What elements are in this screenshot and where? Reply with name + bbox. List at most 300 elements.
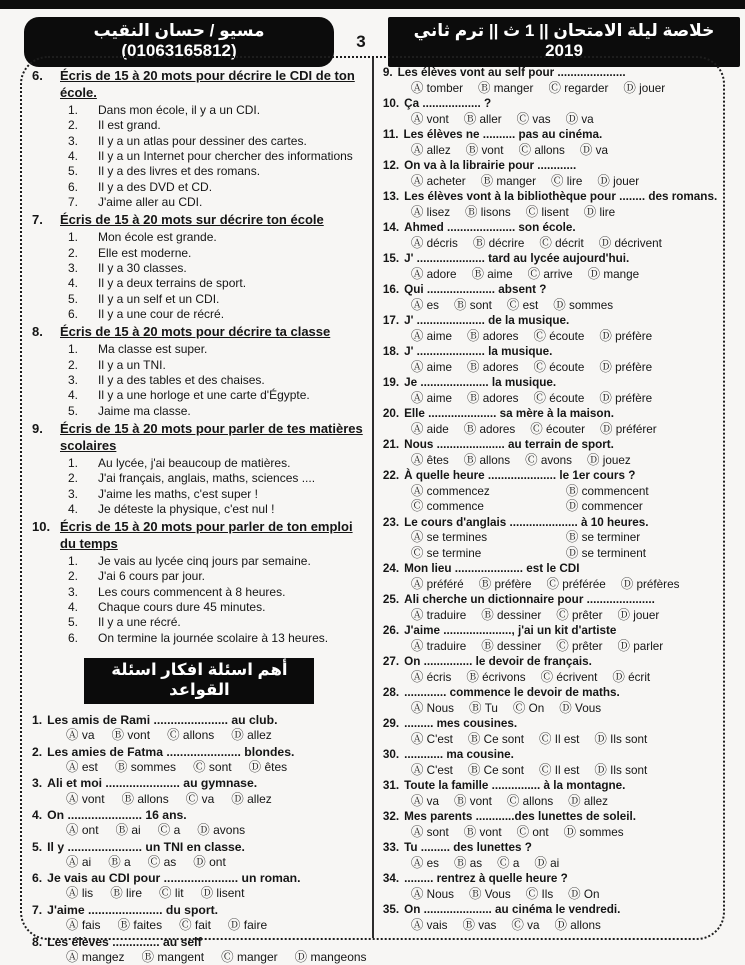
options-row	[32, 823, 367, 839]
option-text: décris	[423, 236, 458, 250]
item-text: On termine la journée scolaire à 13 heures.	[98, 630, 329, 645]
options-row	[383, 422, 718, 438]
section-item-list	[32, 230, 367, 322]
question-text: Les élèves vont au self pour .....................	[397, 66, 626, 79]
mcq-option	[411, 887, 454, 903]
option-letter: Ⓑ	[463, 421, 477, 436]
mcq-option	[466, 670, 525, 686]
question-number: 32.	[382, 810, 400, 823]
mcq-option	[481, 608, 541, 624]
question-text: J' ..................... la musique.	[404, 345, 553, 358]
item-number: 4.	[68, 388, 79, 403]
item-number: 1.	[68, 455, 79, 470]
option-text: commencent	[578, 484, 649, 498]
option-text: se termine	[423, 546, 482, 560]
option-text: vont	[466, 794, 492, 808]
mcq-question	[383, 345, 718, 375]
mcq-option	[555, 918, 601, 934]
option-letter: Ⓑ	[454, 297, 467, 312]
option-text: regarder	[560, 81, 609, 95]
question-line	[383, 97, 718, 112]
option-text: vas	[474, 918, 497, 932]
option-text: Ils sont	[606, 763, 648, 777]
mcq-option	[469, 701, 498, 717]
question-line	[383, 841, 718, 856]
mcq-option	[66, 760, 98, 776]
question-line	[383, 314, 718, 329]
question-line	[383, 438, 718, 453]
mcq-question	[383, 97, 718, 127]
question-line	[32, 745, 367, 760]
list-item	[32, 554, 367, 569]
item-text: Il y a des tables et des chaises.	[98, 372, 265, 387]
item-text: Il y a un TNI.	[98, 357, 166, 372]
item-number: 1.	[68, 102, 79, 117]
mcq-option	[551, 174, 582, 190]
mcq-option	[580, 143, 608, 159]
item-number: 2.	[68, 569, 79, 584]
mcq-option	[108, 855, 131, 871]
section-number: 8.	[32, 324, 43, 340]
item-number: 5.	[68, 615, 79, 630]
option-text: lisent	[213, 886, 245, 901]
option-text: va	[423, 794, 439, 808]
question-line	[32, 808, 367, 823]
option-letter: Ⓓ	[599, 390, 612, 405]
option-text: faites	[130, 918, 163, 933]
mcq-option	[553, 298, 613, 314]
option-text: prêter	[568, 639, 603, 653]
section-title: Écris de 15 à 20 mots pour décrire le CDI de ton école.	[60, 68, 355, 100]
option-text: écrivons	[478, 670, 526, 684]
list-item	[32, 631, 367, 646]
option-letter: Ⓑ	[480, 173, 494, 188]
mcq-option	[179, 918, 211, 934]
option-text: as	[160, 854, 177, 869]
option-text: as	[466, 856, 483, 870]
option-letter: Ⓓ	[565, 499, 579, 513]
mcq-option	[467, 360, 519, 376]
option-text: manger	[490, 81, 534, 95]
item-text: Au lycée, j'ai beaucoup de matières.	[98, 455, 291, 470]
option-text: avons	[537, 453, 573, 467]
option-letter: Ⓑ	[565, 483, 579, 498]
option-text: allons	[476, 453, 511, 467]
option-text: arrive	[540, 267, 573, 281]
mcq-option	[159, 886, 184, 902]
list-item	[32, 180, 367, 195]
mcq-option	[612, 670, 650, 686]
option-text: ai	[78, 854, 92, 869]
mcq-option	[587, 453, 631, 469]
option-letter: Ⓒ	[551, 173, 564, 188]
question-line	[32, 935, 367, 950]
option-letter: Ⓒ	[516, 111, 530, 126]
option-letter: Ⓐ	[410, 824, 424, 839]
mcq-option	[411, 825, 449, 841]
option-text: Vous	[571, 701, 602, 715]
list-item	[32, 230, 367, 245]
question-text: Il y ...................... un TNI en classe.	[47, 839, 245, 854]
mcq-option	[66, 918, 101, 934]
option-letter: Ⓓ	[565, 111, 579, 126]
mcq-option	[479, 577, 532, 593]
section-number: 6.	[32, 68, 43, 83]
option-letter: Ⓒ	[506, 297, 520, 312]
option-text: adores	[479, 329, 519, 343]
option-letter: Ⓑ	[111, 728, 125, 743]
section-number: 9.	[32, 421, 43, 437]
option-text: vont	[423, 112, 449, 126]
mcq-option	[411, 484, 556, 500]
section-item-list	[32, 456, 367, 517]
options-row	[383, 670, 718, 686]
item-text: Les cours commencent à 8 heures.	[98, 584, 286, 599]
question-number: 12.	[382, 159, 400, 172]
option-text: tomber	[423, 81, 464, 95]
option-letter: Ⓓ	[617, 638, 631, 653]
mcq-option	[539, 763, 579, 779]
option-text: préféré	[423, 577, 464, 591]
mcq-option	[481, 639, 541, 655]
question-line	[383, 128, 718, 143]
option-letter: Ⓑ	[467, 328, 480, 343]
question-text: On ..................... au cinéma le vendredi.	[404, 903, 621, 916]
options-row	[32, 728, 367, 744]
left-column	[22, 58, 374, 964]
item-number: 3.	[68, 584, 79, 599]
option-text: ont	[78, 823, 99, 838]
mcq-option	[66, 728, 95, 744]
option-text: parler	[630, 639, 664, 653]
option-text: décrire	[485, 236, 525, 250]
question-number: 4.	[32, 808, 43, 823]
section-title: Écris de 15 à 20 mots sur décrire ton école	[60, 212, 324, 228]
item-number: 4.	[68, 148, 79, 163]
mcq-option	[497, 856, 519, 872]
question-line	[383, 283, 718, 298]
option-text: sont	[423, 825, 449, 839]
option-text: vont	[478, 143, 504, 157]
option-text: traduire	[423, 639, 467, 653]
option-letter: Ⓐ	[410, 855, 424, 870]
option-letter: Ⓓ	[598, 235, 612, 250]
question-line	[383, 779, 718, 794]
option-letter: Ⓓ	[554, 917, 568, 932]
mcq-option	[566, 499, 711, 515]
item-number: 1.	[68, 230, 79, 245]
option-text: lisez	[423, 205, 451, 219]
option-letter: Ⓒ	[179, 918, 192, 933]
mcq-option	[546, 577, 605, 593]
option-text: Nous	[423, 887, 454, 901]
question-text: Toute la famille ............... à la montagne.	[404, 779, 626, 792]
option-letter: Ⓐ	[410, 576, 424, 591]
mcq-option	[534, 329, 585, 345]
question-number: 10.	[382, 97, 400, 110]
option-text: Vous	[481, 887, 511, 901]
mcq-question	[383, 314, 718, 344]
mcq-question	[383, 562, 718, 592]
section-number: 10.	[32, 519, 51, 535]
option-text: allons	[531, 143, 565, 157]
option-letter: Ⓒ	[157, 823, 171, 838]
option-letter: Ⓑ	[465, 204, 478, 219]
mcq-option	[167, 728, 214, 744]
mcq-option	[411, 918, 448, 934]
sheet-body	[20, 56, 725, 964]
item-number: 4.	[68, 501, 79, 516]
mcq-option	[464, 825, 502, 841]
mcq-question	[383, 717, 718, 747]
mcq-option	[556, 608, 602, 624]
mcq-option	[231, 792, 272, 808]
option-letter: Ⓐ	[410, 390, 424, 405]
option-text: écoute	[546, 329, 585, 343]
option-text: décrit	[551, 236, 584, 250]
options-row	[383, 360, 718, 376]
mcq-option	[411, 329, 452, 345]
question-number: 33.	[382, 841, 400, 854]
mcq-option	[600, 422, 657, 438]
exam-title-badge: خلاصة ليلة الامتحان || 1 ث || ترم ثاني 2019	[388, 17, 740, 67]
mcq-option	[197, 823, 245, 839]
mcq-option	[566, 484, 711, 500]
question-line	[383, 624, 718, 639]
writing-section	[32, 324, 367, 419]
mcq-option	[411, 701, 454, 717]
option-text: vont	[124, 728, 151, 743]
option-letter: Ⓓ	[594, 731, 607, 746]
option-text: jouez	[599, 453, 631, 467]
section-heading	[32, 68, 367, 102]
option-letter: Ⓑ	[467, 390, 480, 405]
option-letter: Ⓓ	[559, 700, 572, 715]
option-letter: Ⓐ	[66, 854, 79, 869]
item-text: Mon école est grande.	[98, 230, 217, 245]
option-letter: Ⓒ	[410, 545, 424, 560]
option-text: dessiner	[493, 639, 542, 653]
mcq-question	[32, 808, 367, 839]
section-heading	[32, 519, 367, 553]
option-letter: Ⓓ	[600, 421, 613, 436]
option-letter: Ⓐ	[410, 235, 424, 250]
question-line	[383, 717, 718, 732]
option-text: lire	[122, 886, 143, 901]
option-text: adore	[423, 267, 457, 281]
question-number: 20.	[382, 407, 400, 420]
mcq-option	[116, 823, 141, 839]
option-text: allons	[179, 728, 215, 743]
mcq-option	[411, 298, 439, 314]
question-number: 18.	[382, 345, 400, 358]
options-row	[383, 701, 718, 717]
option-text: lire	[596, 205, 616, 219]
mcq-option	[193, 760, 232, 776]
question-number: 35.	[382, 903, 400, 916]
mcq-option	[526, 887, 553, 903]
option-text: préfère	[611, 329, 653, 343]
option-letter: Ⓐ	[410, 638, 424, 653]
option-letter: Ⓐ	[66, 886, 79, 901]
item-text: J'aime les maths, c'est super !	[98, 486, 258, 501]
question-line	[383, 593, 718, 608]
item-text: Chaque cours dure 45 minutes.	[98, 600, 266, 615]
option-letter: Ⓑ	[467, 359, 480, 374]
option-text: On	[525, 701, 545, 715]
option-letter: Ⓑ	[141, 949, 155, 964]
option-text: aime	[423, 391, 452, 405]
option-text: se termines	[423, 531, 488, 544]
option-letter: Ⓑ	[115, 823, 129, 838]
mcq-option	[597, 174, 639, 190]
option-text: commencer	[578, 500, 643, 513]
option-letter: Ⓒ	[533, 328, 547, 343]
option-text: es	[423, 298, 439, 312]
option-letter: Ⓐ	[66, 791, 79, 806]
item-number: 2.	[68, 118, 79, 133]
question-line	[32, 903, 367, 918]
option-text: ont	[205, 854, 226, 869]
mcq-option	[118, 918, 163, 934]
mcq-option	[599, 236, 662, 252]
mcq-option	[584, 205, 615, 221]
option-letter: Ⓒ	[533, 390, 547, 405]
options-row	[383, 236, 718, 252]
writing-section	[32, 519, 367, 646]
option-text: allons	[134, 791, 169, 806]
mcq-option	[228, 918, 267, 934]
mcq-option	[411, 360, 452, 376]
mcq-question	[383, 748, 718, 778]
mcq-question	[383, 221, 718, 251]
option-letter: Ⓒ	[410, 499, 424, 513]
question-text: Les élèves vont à la bibliothèque pour ........ des romans.	[404, 190, 718, 203]
option-letter: Ⓒ	[539, 235, 552, 250]
item-text: Il y a une récré.	[98, 615, 181, 630]
options-row	[383, 577, 718, 593]
option-letter: Ⓐ	[410, 731, 424, 746]
option-letter: Ⓐ	[410, 80, 424, 95]
item-text: Il y a un Internet pour chercher des informations	[98, 148, 353, 163]
question-number: 7.	[32, 902, 43, 917]
item-number: 5.	[68, 291, 79, 306]
option-text: a	[170, 823, 181, 838]
mcq-option	[411, 499, 556, 515]
question-line	[383, 562, 718, 577]
list-item	[32, 456, 367, 471]
item-text: Il y a des livres et des romans.	[98, 164, 261, 179]
option-letter: Ⓓ	[587, 266, 601, 281]
option-letter: Ⓐ	[66, 823, 79, 838]
question-line	[383, 655, 718, 670]
question-line	[32, 776, 367, 791]
option-text: préfères	[633, 577, 680, 591]
mcq-question	[32, 776, 367, 807]
option-text: dessiner	[493, 608, 542, 622]
option-letter: Ⓓ	[594, 762, 607, 777]
mcq-option	[548, 81, 608, 97]
writing-sections	[32, 68, 367, 646]
item-number: 3.	[68, 133, 79, 148]
options-row	[383, 484, 711, 515]
mcq-option	[411, 763, 453, 779]
mcq-option	[526, 205, 569, 221]
question-line	[383, 516, 718, 531]
question-number: 11.	[382, 128, 399, 141]
option-text: sommes	[576, 825, 624, 839]
options-row	[383, 794, 718, 810]
option-text: allez	[243, 728, 272, 743]
option-text: lis	[78, 886, 94, 901]
option-text: manger	[493, 174, 537, 188]
section-heading	[32, 324, 367, 341]
mcq-option	[588, 267, 640, 283]
question-number: 34.	[382, 872, 400, 885]
question-line	[383, 903, 718, 918]
mcq-option	[158, 823, 181, 839]
section-number: 7.	[32, 212, 43, 228]
item-text: Dans mon école, il y a un CDI.	[98, 102, 261, 117]
question-line	[383, 66, 718, 81]
option-text: lisons	[477, 205, 511, 219]
option-letter: Ⓑ	[117, 918, 131, 933]
option-letter: Ⓒ	[518, 142, 532, 157]
question-line	[383, 190, 718, 205]
list-item	[32, 569, 367, 584]
options-row	[383, 329, 718, 345]
question-line	[383, 252, 718, 267]
options-row	[383, 298, 718, 314]
option-text: sommes	[565, 298, 614, 312]
option-text: commencez	[423, 484, 490, 498]
options-row	[383, 763, 718, 779]
option-text: aime	[423, 360, 452, 374]
page-number: 3	[356, 32, 366, 51]
options-row	[383, 887, 718, 903]
item-text: Il y a des DVD et CD.	[98, 179, 213, 194]
mcq-option	[411, 143, 451, 159]
option-text: allons	[567, 918, 601, 932]
mcq-option	[534, 856, 559, 872]
mcq-option	[411, 794, 439, 810]
mcq-option	[148, 855, 177, 871]
grammar-banner: أهم اسئلة افكار اسئلة القواعد	[84, 658, 314, 704]
option-text: va	[592, 143, 608, 157]
mcq-question	[383, 128, 718, 158]
mcq-question	[32, 935, 367, 965]
mcq-option	[519, 143, 565, 159]
option-letter: Ⓑ	[468, 700, 482, 715]
question-line	[383, 748, 718, 763]
option-text: C'est	[423, 763, 453, 777]
mcq-option	[411, 639, 466, 655]
item-text: Il y a une cour de récré.	[98, 306, 225, 321]
mcq-option	[115, 760, 176, 776]
mcq-question	[32, 903, 367, 934]
mcq-question	[383, 190, 718, 220]
list-item	[32, 502, 367, 517]
item-number: 3.	[68, 372, 79, 387]
option-text: jouer	[635, 81, 666, 95]
item-number: 2.	[68, 245, 79, 260]
option-letter: Ⓓ	[197, 823, 210, 838]
option-text: mangeons	[307, 949, 367, 964]
options-row	[383, 391, 718, 407]
mcq-question	[32, 871, 367, 902]
item-number: 1.	[68, 554, 79, 569]
mcq-option	[556, 639, 602, 655]
